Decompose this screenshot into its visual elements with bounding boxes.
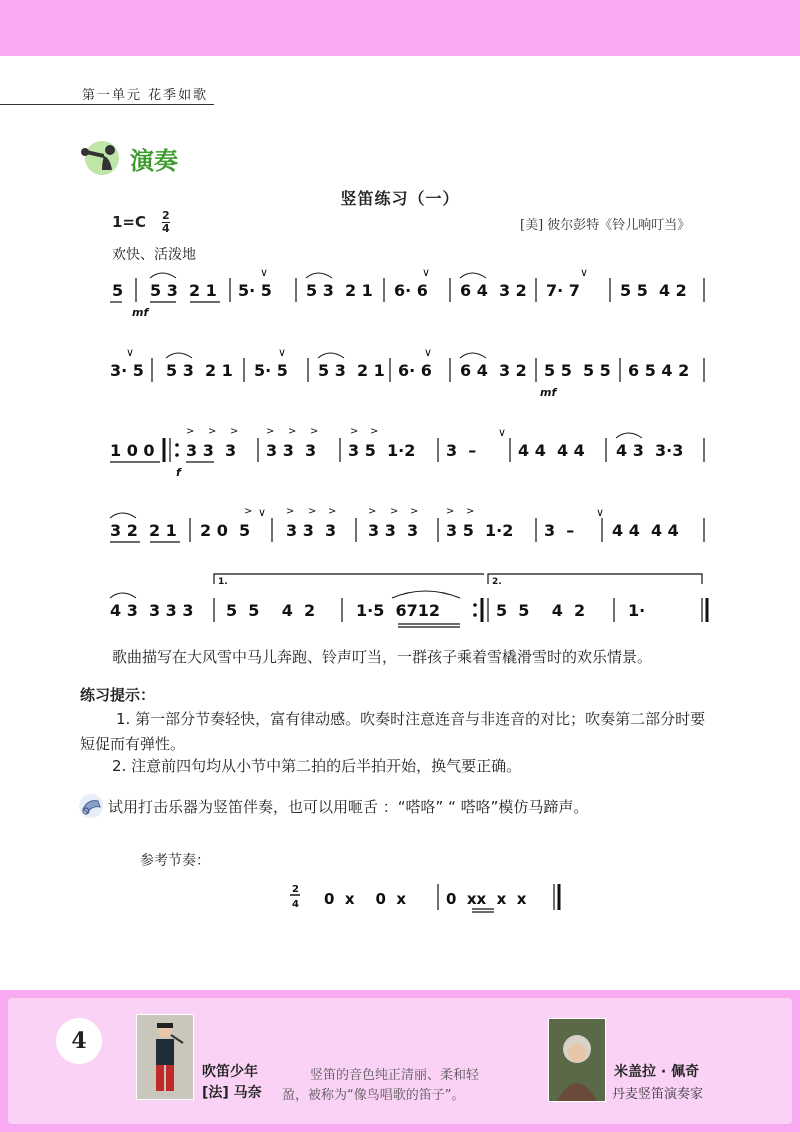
dynamic-mark: mf: [132, 306, 149, 319]
svg-text:∨: ∨: [424, 346, 433, 359]
score-cell: 4 4 4 4: [612, 521, 679, 540]
composer-credit: [美] 彼尔彭特《铃儿响叮当》: [520, 218, 691, 233]
tip-item: 2. 注意前四句均从小节中第二拍的后半拍开始，换气要正确。: [112, 757, 522, 775]
key-signature: 1=C: [112, 213, 147, 231]
score-cell: 5 3 2 1: [150, 281, 217, 300]
music-score: [0, 262, 800, 642]
score-cell: 6 4 3 2: [460, 281, 527, 300]
score-cell: 3 5 1·2: [348, 441, 416, 460]
score-cell: 2 0 5: [200, 521, 251, 540]
svg-text:>: >: [390, 506, 399, 517]
score-cell: 3 3 3: [266, 441, 317, 460]
svg-text:4: 4: [292, 899, 299, 910]
dynamic-mark: mf: [540, 386, 557, 399]
score-cell: 1·: [628, 601, 646, 620]
song-title: 竖笛练习（一）: [340, 189, 460, 208]
score-cell: 6· 6: [394, 281, 428, 300]
score-cell: 6 4 3 2: [460, 361, 527, 380]
svg-text:>: >: [308, 506, 317, 517]
trumpet-player-icon: [80, 136, 124, 176]
score-cell: 1·5 6712: [356, 601, 441, 620]
recorder-blurb: 竖笛的音色纯正清丽、柔和轻: [310, 1068, 480, 1083]
volta-mark: 1.: [218, 577, 228, 587]
reference-rhythm: [280, 876, 580, 916]
score-cell: 5· 5: [238, 281, 272, 300]
volta-mark: 2.: [492, 577, 502, 587]
score-cell: 3 –: [446, 441, 477, 460]
svg-text:∨: ∨: [260, 266, 269, 279]
svg-text:∨: ∨: [596, 506, 605, 519]
svg-text:>: >: [186, 426, 195, 437]
score-cell: 4 3 3 3 3: [110, 601, 194, 620]
score-cell: 3 3 3: [186, 441, 237, 460]
score-cell: 7· 7: [546, 281, 580, 300]
svg-text:>: >: [288, 426, 297, 437]
score-cell: 4 4 4 4: [518, 441, 585, 460]
chapter-header: 第一单元 花季如歌: [82, 88, 209, 103]
activity-text: 试用打击乐器为竖笛伴奏，也可以用咂舌 ：“嗒咯” “ 嗒咯”模仿马蹄声。: [108, 798, 589, 816]
score-cell: 3 2 2 1: [110, 521, 177, 540]
svg-text:∨: ∨: [258, 506, 267, 519]
horn-icon: [78, 793, 104, 819]
svg-text:>: >: [370, 426, 379, 437]
svg-text:>: >: [350, 426, 359, 437]
svg-text:>: >: [208, 426, 217, 437]
svg-text:>: >: [328, 506, 337, 517]
reference-label: 参考节奏：: [140, 853, 210, 869]
top-band: [0, 0, 800, 56]
recorder-blurb: 盈，被称为“像鸟唱歌的笛子”。: [282, 1088, 465, 1103]
svg-text:2: 2: [292, 884, 299, 895]
score-cell: 5 3 2 1: [166, 361, 233, 380]
tips-heading: 练习提示：: [80, 686, 156, 704]
score-cell: 5 5 4 2: [620, 281, 687, 300]
rhythm-bar: 0 xx x x: [446, 890, 527, 908]
flutist-name: 米盖拉 · 佩奇: [614, 1064, 700, 1080]
svg-text:>: >: [310, 426, 319, 437]
score-cell: 3 5 1·2: [446, 521, 514, 540]
painting-title: 吹笛少年: [202, 1064, 258, 1080]
score-cell: 1 0 0: [110, 441, 155, 460]
tempo-marking: 欢快、活泼地: [112, 247, 196, 263]
svg-text:>: >: [446, 506, 455, 517]
dynamic-mark: f: [176, 466, 181, 479]
rhythm-bar: 0 x 0 x: [324, 890, 407, 908]
svg-text:>: >: [286, 506, 295, 517]
score-cell: 5 5 4 2: [226, 601, 316, 620]
score-cell: 5 5 5 5: [544, 361, 611, 380]
score-cell: 4 3 3·3: [616, 441, 684, 460]
score-cell: 5 5 4 2: [496, 601, 586, 620]
score-cell: 6 5 4 2: [628, 361, 690, 380]
tip-item: 1. 第一部分节奏轻快，富有律动感。吹奏时注意连音与非连音的对比；吹奏第二部分时要短促而有弹性。: [80, 710, 706, 753]
flutist-description: 丹麦竖笛演奏家: [612, 1087, 704, 1102]
score-cell: 3· 5: [110, 361, 144, 380]
score-cell: 5: [112, 281, 124, 300]
svg-text:>: >: [244, 506, 253, 517]
score-cell: 3 3 3: [286, 521, 337, 540]
svg-text:∨: ∨: [498, 426, 507, 439]
header-rule: [0, 104, 214, 105]
score-cell: 5· 5: [254, 361, 288, 380]
svg-text:>: >: [230, 426, 239, 437]
painting-artist: [法] 马奈: [202, 1085, 262, 1101]
svg-text:>: >: [466, 506, 475, 517]
svg-text:∨: ∨: [126, 346, 135, 359]
score-cell: 5 3 2 1: [318, 361, 385, 380]
svg-text:>: >: [266, 426, 275, 437]
score-cell: 6· 6: [398, 361, 432, 380]
svg-text:>: >: [368, 506, 377, 517]
svg-text:∨: ∨: [580, 266, 589, 279]
svg-text:∨: ∨: [422, 266, 431, 279]
fife-player-painting: [136, 1014, 194, 1100]
song-description: 歌曲描写在大风雪中马儿奔跑、铃声叮当，一群孩子乘着雪橇滑雪时的欢乐情景。: [112, 648, 653, 666]
flutist-photo: [548, 1018, 606, 1102]
svg-text:∨: ∨: [278, 346, 287, 359]
score-cell: 3 3 3: [368, 521, 419, 540]
page-number: 4: [56, 1018, 102, 1064]
time-signature: $\frac{2}{4}$: [162, 209, 170, 235]
section-title: 演奏: [130, 146, 178, 175]
score-cell: 3 –: [544, 521, 575, 540]
score-cell: 5 3 2 1: [306, 281, 373, 300]
svg-text:>: >: [410, 506, 419, 517]
